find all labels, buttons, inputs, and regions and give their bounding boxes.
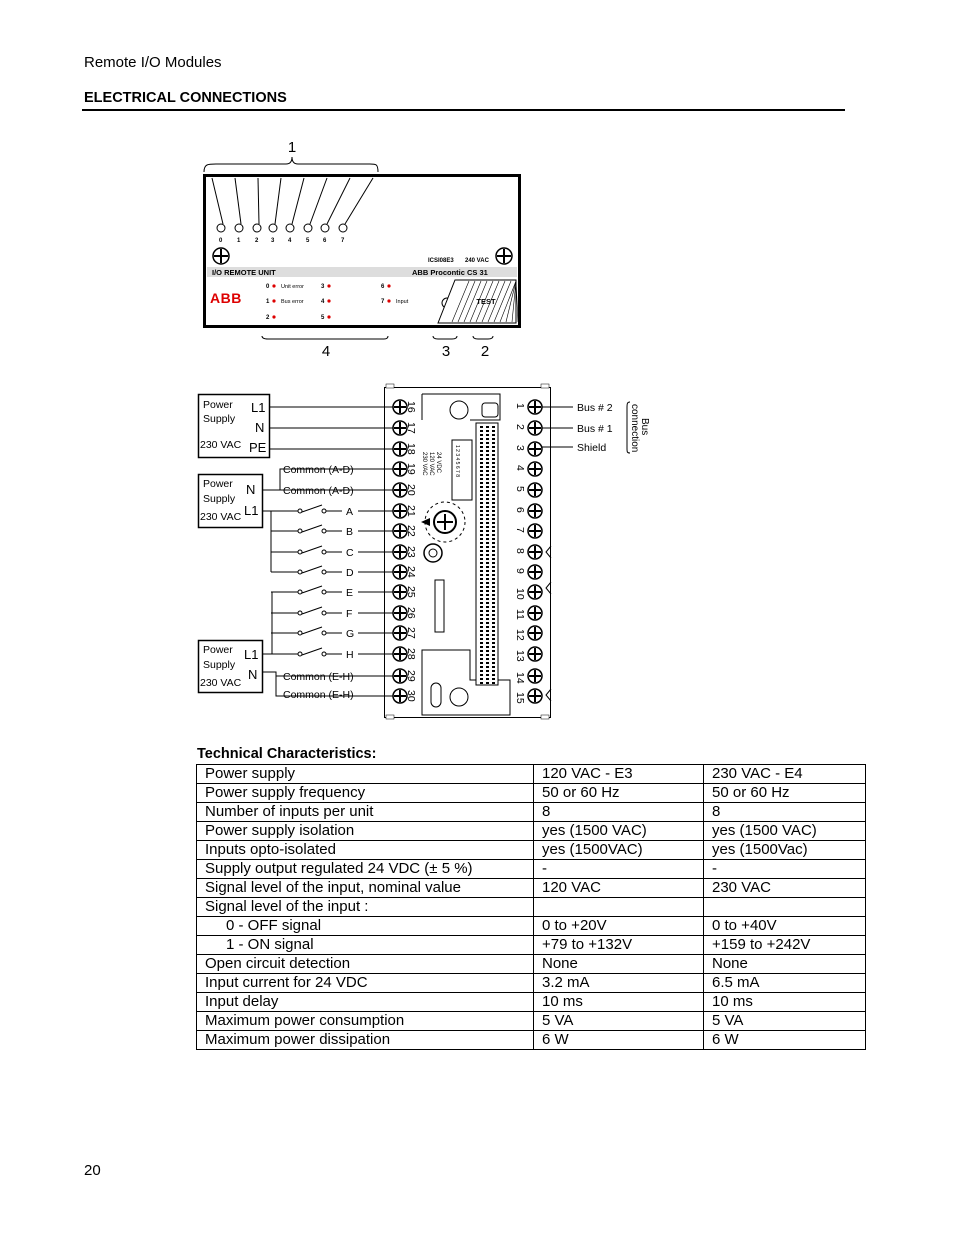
input-label: F	[346, 608, 353, 620]
table-cell: Signal level of the input :	[197, 898, 534, 917]
channel-led-number: 2	[255, 238, 259, 244]
terminal-6	[528, 504, 542, 518]
terminal-number: 21	[405, 505, 417, 517]
table-row	[197, 898, 866, 917]
table-cell	[704, 898, 866, 917]
status-led	[387, 284, 390, 287]
terminal-number: 24	[405, 566, 417, 578]
table-cell: -	[704, 860, 866, 879]
table-cell: Inputs opto-isolated	[197, 841, 534, 860]
channel-led-number: 7	[341, 238, 345, 244]
address-rotary-switch-2	[424, 544, 442, 562]
input-label: A	[346, 506, 354, 518]
common-eh-label-1: Common (E-H)	[283, 671, 354, 683]
bus-connection-label-1: Bus	[639, 418, 650, 436]
table-cell: Maximum power dissipation	[197, 1031, 534, 1050]
input-switches	[271, 505, 393, 661]
terminal-27	[393, 626, 407, 640]
panel-screw-left	[213, 248, 229, 264]
status-led	[327, 315, 330, 318]
terminal-number: 19	[405, 463, 417, 475]
terminal-number: 20	[405, 484, 417, 496]
input-switch-d	[271, 566, 393, 579]
status-led-number: 6	[381, 284, 385, 290]
dip-voltage-230: 230 VAC	[421, 452, 427, 476]
test-label: TEST	[476, 297, 496, 306]
table-cell: Power supply isolation	[197, 822, 534, 841]
table-cell: 10 ms	[534, 993, 704, 1012]
channel-led-0	[217, 224, 225, 232]
unit-label: I/O REMOTE UNIT	[212, 268, 276, 277]
table-row	[197, 841, 866, 860]
terminal-18	[393, 442, 407, 456]
abb-logo: ABB	[210, 290, 242, 306]
table-cell: 0 - OFF signal	[197, 917, 534, 936]
status-led-label: Input	[396, 299, 409, 305]
table-cell: 230 VAC	[704, 879, 866, 898]
status-led-label: Unit error	[281, 284, 304, 290]
shield-label: Shield	[577, 442, 607, 454]
svg-text:N: N	[255, 420, 265, 435]
table-cell: 50 or 60 Hz	[704, 784, 866, 803]
terminal-26	[393, 606, 407, 620]
table-cell: yes (1500VAC)	[534, 841, 704, 860]
channel-led-2	[253, 224, 261, 232]
terminal-1	[528, 400, 542, 414]
table-cell: None	[704, 955, 866, 974]
model-label: ICSI08E3	[428, 258, 454, 264]
table-row	[197, 936, 866, 955]
table-row	[197, 1031, 866, 1050]
channel-led-7	[339, 224, 347, 232]
status-led	[327, 299, 330, 302]
terminal-number: 1	[514, 403, 526, 409]
table-cell: 6.5 mA	[704, 974, 866, 993]
terminal-number: 16	[405, 401, 417, 413]
panel-screw-right	[496, 248, 512, 264]
table-cell: 1 - ON signal	[197, 936, 534, 955]
channel-led-number: 1	[237, 238, 241, 244]
table-row	[197, 1012, 866, 1031]
terminal-number: 22	[405, 525, 417, 537]
channel-led-5	[304, 224, 312, 232]
dip-voltage-120: 120 VAC	[428, 452, 434, 476]
table-cell: yes (1500 VAC)	[704, 822, 866, 841]
table-cell: 5 VA	[534, 1012, 704, 1031]
terminal-number: 12	[514, 629, 526, 641]
terminal-9	[528, 565, 542, 579]
terminal-number: 30	[405, 690, 417, 702]
table-cell: +79 to +132V	[534, 936, 704, 955]
table-cell: +159 to +242V	[704, 936, 866, 955]
status-led-label: Bus error	[281, 299, 304, 305]
table-cell: -	[534, 860, 704, 879]
front-panel	[204, 139, 520, 360]
terminal-10	[528, 585, 542, 599]
dip-voltage-24: 24 VDC	[435, 452, 441, 474]
svg-text:L1: L1	[244, 503, 259, 518]
terminal-16	[393, 400, 407, 414]
tech-title: Technical Characteristics:	[197, 746, 377, 762]
table-cell: None	[534, 955, 704, 974]
input-label: B	[346, 526, 354, 538]
channel-led-number: 6	[323, 238, 327, 244]
page-number: 20	[84, 1162, 101, 1179]
terminal-number: 28	[405, 648, 417, 660]
terminal-17	[393, 421, 407, 435]
terminal-number: 3	[514, 445, 526, 451]
table-row	[197, 765, 866, 784]
input-switch-e	[271, 586, 393, 599]
status-led-number: 4	[321, 299, 325, 305]
terminal-20	[393, 483, 407, 497]
terminal-number: 5	[514, 486, 526, 492]
table-cell: 50 or 60 Hz	[534, 784, 704, 803]
left-terminal-strip	[393, 400, 417, 703]
terminal-number: 27	[405, 627, 417, 639]
brace-1	[204, 157, 378, 172]
power-supply-3	[199, 641, 263, 693]
svg-text:230 VAC: 230 VAC	[200, 677, 242, 689]
table-cell: 5 VA	[704, 1012, 866, 1031]
terminal-12	[528, 626, 542, 640]
svg-text:Power: Power	[203, 644, 233, 656]
table-row	[197, 879, 866, 898]
terminal-3	[528, 442, 542, 456]
table-row	[197, 784, 866, 803]
input-switch-g	[271, 627, 393, 640]
callout-3: 3	[441, 343, 451, 360]
terminal-15	[528, 689, 542, 703]
terminal-number: 26	[405, 607, 417, 619]
table-row	[197, 993, 866, 1012]
terminal-number: 2	[514, 424, 526, 430]
status-led	[272, 299, 275, 302]
status-led-number: 3	[321, 284, 325, 290]
channel-led-number: 0	[219, 238, 223, 244]
table-cell: 120 VAC	[534, 879, 704, 898]
table-cell: Input current for 24 VDC	[197, 974, 534, 993]
table-cell: Input delay	[197, 993, 534, 1012]
terminal-8	[528, 545, 542, 559]
svg-text:230 VAC: 230 VAC	[200, 511, 242, 523]
table-row	[197, 803, 866, 822]
table-row	[197, 974, 866, 993]
svg-text:Power: Power	[203, 399, 233, 411]
table-cell	[534, 898, 704, 917]
table-cell: Number of inputs per unit	[197, 803, 534, 822]
status-led	[272, 284, 275, 287]
table-cell: 10 ms	[704, 993, 866, 1012]
table-cell: Power supply frequency	[197, 784, 534, 803]
status-led-number: 0	[266, 284, 270, 290]
table-row	[197, 955, 866, 974]
terminal-11	[528, 606, 542, 620]
bus1-label: Bus # 1	[577, 423, 613, 435]
callout-1: 1	[287, 139, 297, 156]
terminal-number: 29	[405, 670, 417, 682]
terminal-29	[393, 669, 407, 683]
terminal-number: 15	[514, 692, 526, 704]
callout-2: 2	[480, 343, 490, 360]
svg-text:Supply: Supply	[203, 493, 236, 505]
table-cell: yes (1500Vac)	[704, 841, 866, 860]
svg-text:L1: L1	[244, 647, 259, 662]
table-cell: 0 to +40V	[704, 917, 866, 936]
terminal-number: 23	[405, 546, 417, 558]
input-label: G	[346, 628, 355, 640]
status-led	[327, 284, 330, 287]
terminal-number: 4	[514, 465, 526, 471]
terminal-14	[528, 669, 542, 683]
table-cell: 0 to +20V	[534, 917, 704, 936]
terminal-25	[393, 585, 407, 599]
terminal-22	[393, 524, 407, 538]
common-eh-label-2: Common (E-H)	[283, 689, 354, 701]
common-ad-label-1: Common (A-D)	[283, 464, 354, 476]
terminal-number: 10	[514, 588, 526, 600]
channel-led-number: 3	[271, 238, 275, 244]
svg-text:Supply: Supply	[203, 659, 236, 671]
dip-numbers: 1 2 3 4 5 6 7 8	[454, 445, 460, 477]
terminal-19	[393, 462, 407, 476]
input-switch-f	[271, 607, 393, 620]
svg-text:PE: PE	[249, 440, 267, 455]
status-led-number: 7	[381, 299, 385, 305]
callout-4: 4	[321, 343, 331, 360]
svg-text:Supply: Supply	[203, 413, 236, 425]
table-cell: Signal level of the input, nominal value	[197, 879, 534, 898]
table-cell: 230 VAC - E4	[704, 765, 866, 784]
svg-text:230 VAC: 230 VAC	[200, 439, 242, 451]
table-cell: 6 W	[704, 1031, 866, 1050]
terminal-13	[528, 647, 542, 661]
table-row	[197, 860, 866, 879]
terminal-number: 13	[514, 650, 526, 662]
terminal-number: 9	[514, 568, 526, 574]
bus-connection-label-2: connection	[629, 404, 640, 453]
terminal-24	[393, 565, 407, 579]
table-row	[197, 917, 866, 936]
channel-led-6	[321, 224, 329, 232]
section-title: ELECTRICAL CONNECTIONS	[84, 90, 287, 106]
channel-led-4	[286, 224, 294, 232]
terminal-5	[528, 483, 542, 497]
input-label: E	[346, 587, 354, 599]
input-switch-a	[271, 505, 393, 518]
table-cell: Power supply	[197, 765, 534, 784]
table-cell: Supply output regulated 24 VDC (± 5 %)	[197, 860, 534, 879]
channel-led-3	[269, 224, 277, 232]
running-header: Remote I/O Modules	[84, 54, 222, 71]
terminal-30	[393, 689, 407, 703]
terminal-number: 14	[514, 672, 526, 684]
terminal-number: 11	[514, 609, 526, 620]
bus2-label: Bus # 2	[577, 402, 613, 414]
input-switch-h	[271, 648, 393, 661]
status-led-number: 2	[266, 315, 270, 321]
power-supply-2	[199, 475, 263, 528]
status-led-number: 5	[321, 315, 325, 321]
wiring-diagram	[199, 384, 651, 719]
channel-led-1	[235, 224, 243, 232]
svg-text:N: N	[248, 667, 258, 682]
terminal-4	[528, 462, 542, 476]
terminal-number: 18	[405, 443, 417, 455]
svg-text:L1: L1	[251, 400, 266, 415]
status-led	[387, 299, 390, 302]
table-cell: Open circuit detection	[197, 955, 534, 974]
terminal-28	[393, 647, 407, 661]
terminal-2	[528, 421, 542, 435]
label-slot	[435, 580, 444, 632]
svg-text:Power: Power	[203, 478, 233, 490]
channel-led-number: 4	[288, 238, 292, 244]
table-cell: yes (1500 VAC)	[534, 822, 704, 841]
svg-text:N: N	[246, 482, 256, 497]
table-row	[197, 822, 866, 841]
brand-line: ABB Procontic CS 31	[412, 268, 488, 277]
input-switch-c	[271, 546, 393, 559]
terminal-23	[393, 545, 407, 559]
input-switch-b	[271, 525, 393, 538]
status-led	[272, 315, 275, 318]
terminal-21	[393, 504, 407, 518]
status-led-number: 1	[266, 299, 270, 305]
table-cell: 3.2 mA	[534, 974, 704, 993]
table-cell: 8	[704, 803, 866, 822]
terminal-number: 7	[514, 527, 526, 533]
input-label: D	[346, 567, 354, 579]
common-ad-label-2: Common (A-D)	[283, 485, 354, 497]
voltage-label: 240 VAC	[465, 258, 489, 264]
tech-characteristics-table	[196, 764, 866, 1050]
terminal-number: 6	[514, 507, 526, 513]
terminal-number: 17	[405, 422, 417, 434]
table-cell: 8	[534, 803, 704, 822]
table-cell: 120 VAC - E3	[534, 765, 704, 784]
terminal-number: 8	[514, 548, 526, 554]
channel-led-number: 5	[306, 238, 310, 244]
table-cell: Maximum power consumption	[197, 1012, 534, 1031]
terminal-7	[528, 524, 542, 538]
table-cell: 6 W	[534, 1031, 704, 1050]
terminal-number: 25	[405, 586, 417, 598]
input-label: H	[346, 649, 354, 661]
input-label: C	[346, 547, 354, 559]
power-supply-1	[199, 395, 270, 458]
